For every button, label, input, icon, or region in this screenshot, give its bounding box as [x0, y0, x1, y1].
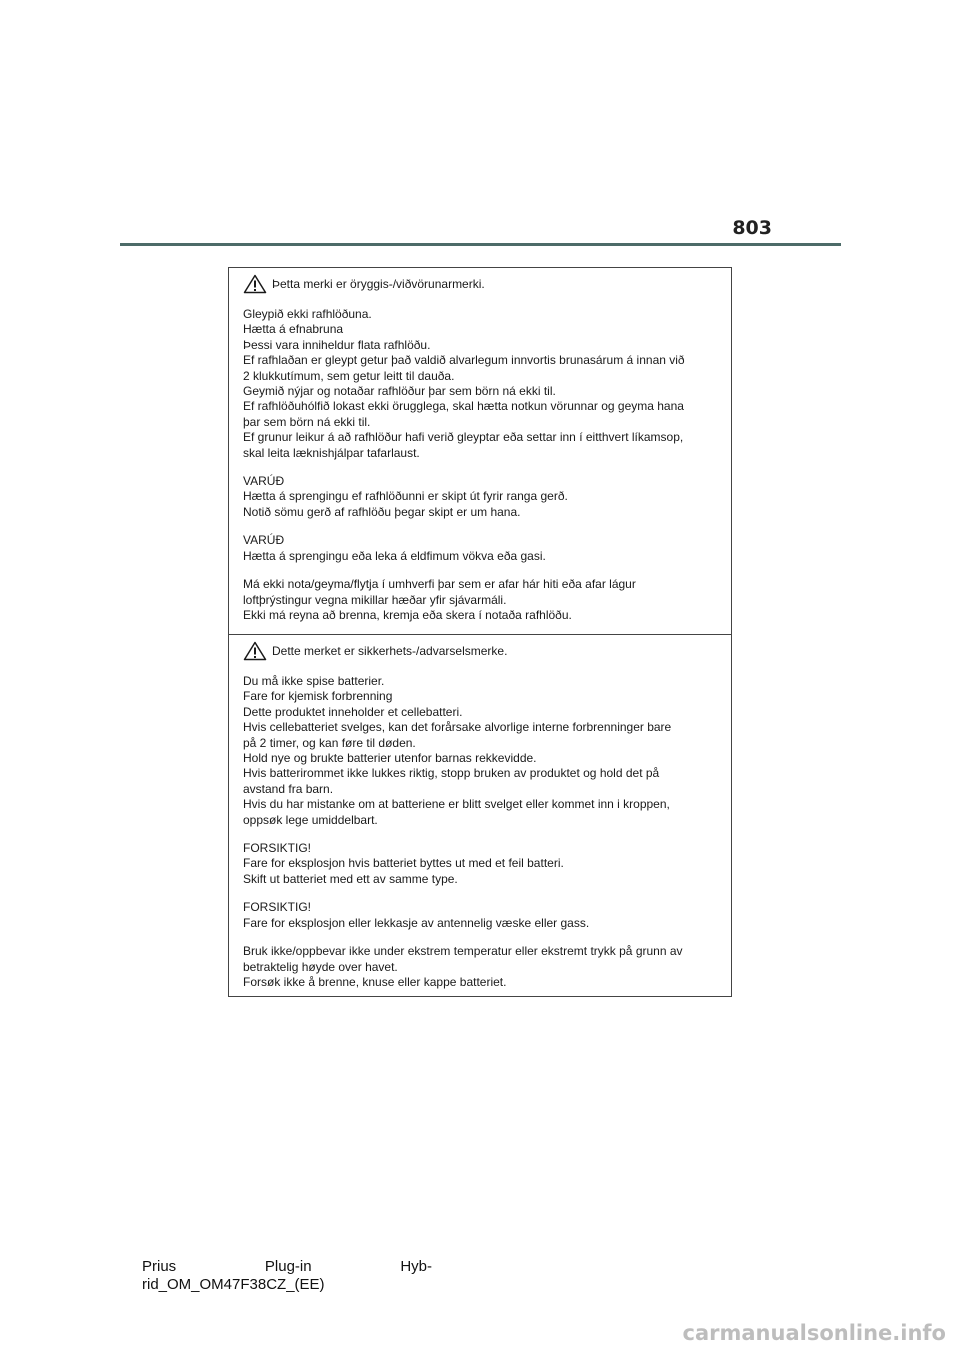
- warning-paragraph: [243, 944, 731, 990]
- text-line: Forsøk ikke å brenne, knuse eller kappe batteriet.: [243, 974, 507, 989]
- text-line: VARÚÐ: [243, 474, 285, 489]
- battery-warning-box: [228, 267, 732, 997]
- warning-paragraphs: [243, 307, 731, 623]
- text-line: FORSIKTIG!: [243, 900, 312, 915]
- warning-paragraph: [243, 674, 731, 828]
- warning-heading-row: [243, 274, 731, 294]
- warning-paragraph: [243, 307, 731, 461]
- warning-section-icelandic: [229, 268, 731, 634]
- text-line: oppsøk lege umiddelbart.: [243, 812, 378, 827]
- text-line: 2 klukkutímum, sem getur leitt til dauða.: [243, 368, 455, 383]
- warning-paragraphs: [243, 674, 731, 990]
- text-line: Fare for kjemisk forbrenning: [243, 689, 393, 704]
- warning-paragraph: [243, 900, 731, 931]
- text-line: Hvis du har mistanke om at batteriene er blitt svelget eller kommet inn i kroppen,: [243, 797, 670, 812]
- text-line: Bruk ikke/oppbevar ikke under ekstrem temperatur eller ekstremt trykk på grunn av: [243, 944, 683, 959]
- page-number: 803: [732, 217, 772, 239]
- text-line: Ef rafhlaðan er gleypt getur það valdið alvarlegum innvortis brunasárum á innan við: [243, 353, 685, 368]
- text-line: þar sem börn ná ekki til.: [243, 414, 371, 429]
- text-line: Þessi vara inniheldur flata rafhlöðu.: [243, 337, 431, 352]
- footer-model-line-2: rid_OM_OM47F38CZ_(EE): [142, 1276, 325, 1293]
- warning-triangle-icon: [243, 641, 267, 661]
- footer-document-id: [142, 1258, 432, 1294]
- text-line: Geymið nýjar og notaðar rafhlöður þar sem börn ná ekki til.: [243, 384, 556, 399]
- warning-triangle-icon: [243, 274, 267, 294]
- warning-heading-row: [243, 641, 731, 661]
- text-line: skal leita læknishjálpar tafarlaust.: [243, 445, 420, 460]
- footer-word: Prius: [142, 1258, 177, 1275]
- warning-paragraph: [243, 577, 731, 623]
- text-line: Ekki má reyna að brenna, kremja eða skera í notaða rafhlöðu.: [243, 607, 572, 622]
- text-line: Hvis batterirommet ikke lukkes riktig, stopp bruken av produktet og hold det på: [243, 766, 660, 781]
- header-rule: [120, 243, 841, 246]
- text-line: Du må ikke spise batterier.: [243, 674, 385, 688]
- text-line: på 2 timer, og kan føre til døden.: [243, 735, 416, 750]
- text-line: avstand fra barn.: [243, 781, 334, 796]
- text-line: Notið sömu gerð af rafhlöðu þegar skipt er um hana.: [243, 504, 521, 519]
- footer-word: Plug-in: [264, 1258, 312, 1275]
- warning-heading: Dette merket er sikkerhets-/advarselsmerke.: [272, 644, 508, 658]
- warning-paragraph: [243, 841, 731, 887]
- text-line: betraktelig høyde over havet.: [243, 959, 398, 974]
- text-line: Má ekki nota/geyma/flytja í umhverfi þar sem er afar hár hiti eða afar lágur: [243, 577, 636, 592]
- warning-paragraph: [243, 533, 731, 564]
- text-line: Hætta á sprengingu ef rafhlöðunni er skipt út fyrir ranga gerð.: [243, 489, 568, 504]
- text-line: Skift ut batteriet med ett av samme type.: [243, 871, 458, 886]
- text-line: Fare for eksplosjon hvis batteriet byttes ut med et feil batteri.: [243, 856, 564, 871]
- text-line: Hætta á efnabruna: [243, 322, 344, 337]
- watermark: carmanualsonline.info: [682, 1321, 946, 1345]
- text-line: VARÚÐ: [243, 533, 285, 548]
- text-line: Hætta á sprengingu eða leka á eldfimum vökva eða gasi.: [243, 548, 546, 563]
- text-line: Hold nye og brukte batterier utenfor barnas rekkevidde.: [243, 751, 537, 766]
- text-line: Gleypið ekki rafhlöðuna.: [243, 307, 372, 321]
- warning-heading: Þetta merki er öryggis-/viðvörunarmerki.: [272, 277, 485, 291]
- warning-section-norwegian: [229, 634, 731, 996]
- footer-word: Hyb-: [400, 1258, 432, 1275]
- text-line: loftþrýstingur vegna mikillar hæðar yfir sjávarmáli.: [243, 592, 507, 607]
- text-line: Dette produktet inneholder et cellebatteri.: [243, 704, 463, 719]
- text-line: Ef grunur leikur á að rafhlöður hafi verið gleyptar eða settar inn í eitthvert líkamsop,: [243, 430, 684, 445]
- text-line: FORSIKTIG!: [243, 841, 312, 856]
- warning-paragraph: [243, 474, 731, 520]
- text-line: Ef rafhlöðuhólfið lokast ekki örugglega, skal hætta notkun vörunnar og geyma hana: [243, 399, 684, 414]
- text-line: Hvis cellebatteriet svelges, kan det forårsake alvorlige interne forbrenninger bare: [243, 720, 672, 735]
- text-line: Fare for eksplosjon eller lekkasje av antennelig væske eller gass.: [243, 915, 590, 930]
- footer-model-line-1: [142, 1258, 432, 1276]
